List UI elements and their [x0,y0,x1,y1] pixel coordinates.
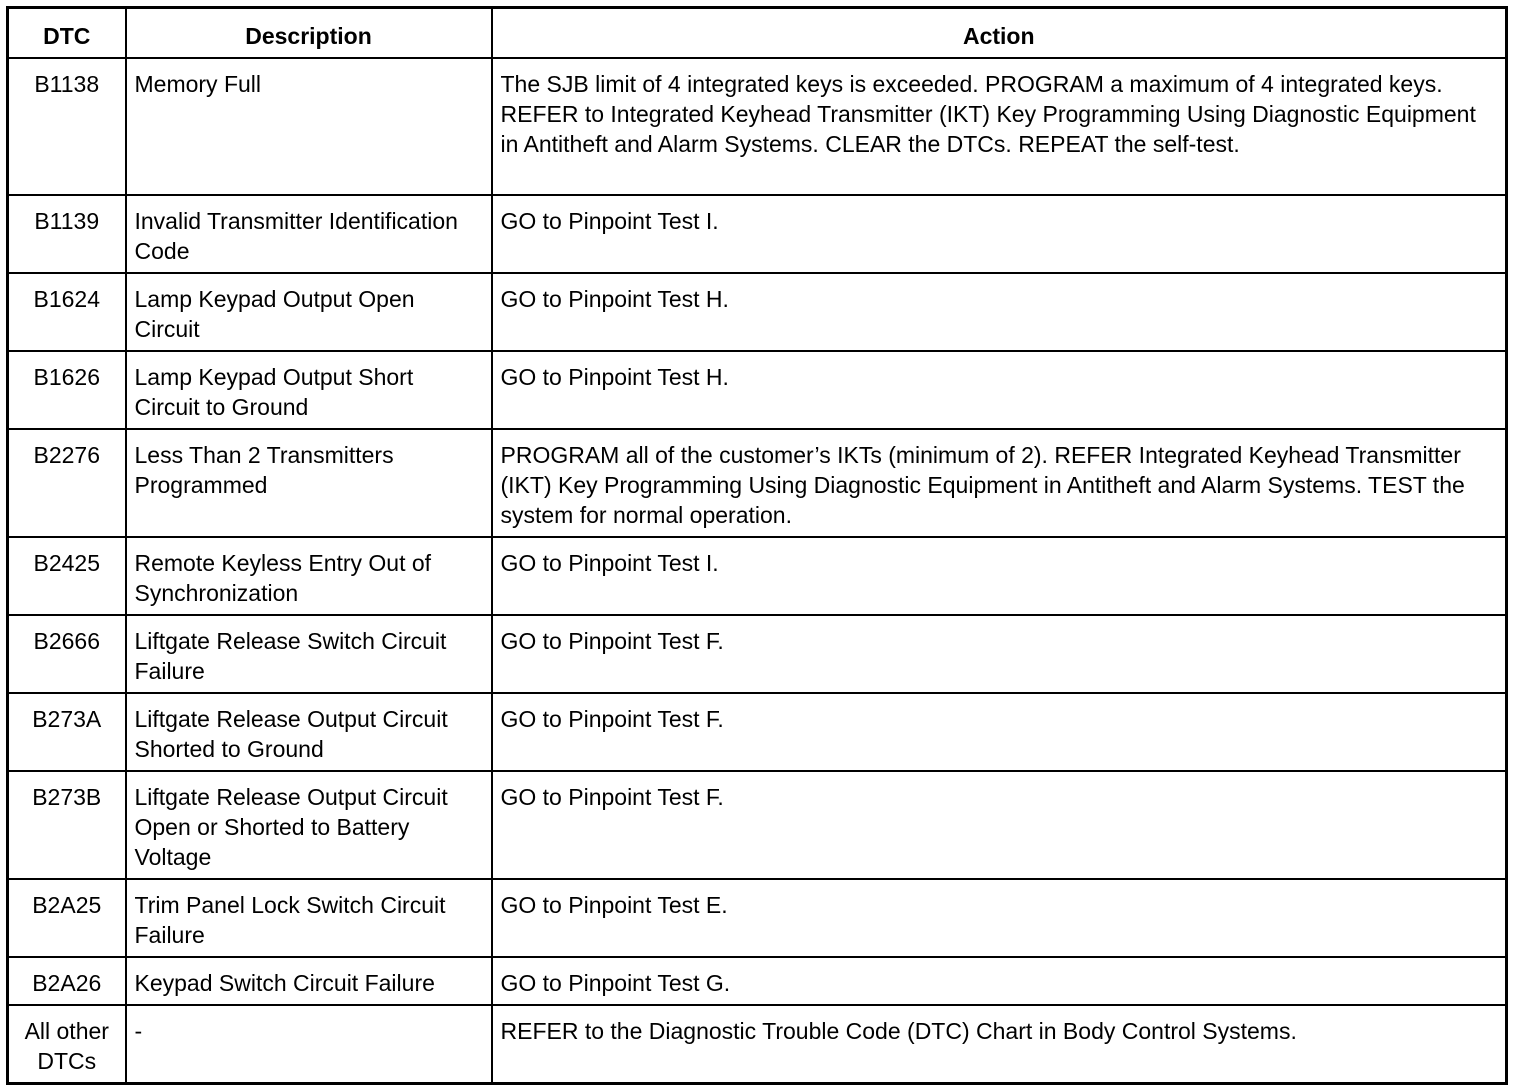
table-row [8,195,1507,273]
dtc-action: GO to Pinpoint Test H. [492,273,1507,351]
dtc-action: GO to Pinpoint Test F. [492,693,1507,771]
dtc-description: Keypad Switch Circuit Failure [126,957,492,1005]
table-row [8,537,1507,615]
table-row [8,429,1507,537]
dtc-description: Liftgate Release Output Circuit Open or Shorted to Battery Voltage [126,771,492,879]
dtc-code: All other DTCs [8,1005,126,1084]
table-row [8,58,1507,195]
table-row [8,879,1507,957]
table-row [8,771,1507,879]
dtc-action: GO to Pinpoint Test E. [492,879,1507,957]
dtc-action: GO to Pinpoint Test H. [492,351,1507,429]
dtc-description: Memory Full [126,58,492,195]
header-row [8,8,1507,59]
dtc-description: Lamp Keypad Output Short Circuit to Ground [126,351,492,429]
dtc-description: Less Than 2 Transmitters Programmed [126,429,492,537]
table-row [8,273,1507,351]
table-row [8,615,1507,693]
dtc-action: GO to Pinpoint Test I. [492,537,1507,615]
dtc-description: Invalid Transmitter Identification Code [126,195,492,273]
dtc-action: GO to Pinpoint Test F. [492,615,1507,693]
dtc-code: B273A [8,693,126,771]
dtc-code: B1626 [8,351,126,429]
table-row [8,351,1507,429]
header-action: Action [492,8,1507,59]
dtc-code: B1139 [8,195,126,273]
dtc-code: B2666 [8,615,126,693]
dtc-action: The SJB limit of 4 integrated keys is exceeded. PROGRAM a maximum of 4 integrated keys. REFER to Integrated Keyhead Transmitter (IKT) Key Programming Using Diagnostic Equipment in Antitheft and Alarm Systems. CLEAR the DTCs. REPEAT the self-test. [492,58,1507,195]
dtc-action: PROGRAM all of the customer’s IKTs (minimum of 2). REFER Integrated Keyhead Transmitter (IKT) Key Programming Using Diagnostic Equipment in Antitheft and Alarm Systems. TEST the system for normal operation. [492,429,1507,537]
dtc-code: B2A25 [8,879,126,957]
dtc-code: B2A26 [8,957,126,1005]
dtc-action: GO to Pinpoint Test F. [492,771,1507,879]
dtc-description: Lamp Keypad Output Open Circuit [126,273,492,351]
dtc-code: B2276 [8,429,126,537]
dtc-description: Liftgate Release Output Circuit Shorted to Ground [126,693,492,771]
dtc-description: Trim Panel Lock Switch Circuit Failure [126,879,492,957]
table-row [8,693,1507,771]
table-row [8,1005,1507,1084]
dtc-action: REFER to the Diagnostic Trouble Code (DTC) Chart in Body Control Systems. [492,1005,1507,1084]
table-row [8,957,1507,1005]
header-dtc: DTC [8,8,126,59]
dtc-code: B273B [8,771,126,879]
header-description: Description [126,8,492,59]
dtc-code: B1138 [8,58,126,195]
dtc-code: B1624 [8,273,126,351]
dtc-table [6,6,1508,1085]
dtc-description: - [126,1005,492,1084]
dtc-description: Remote Keyless Entry Out of Synchronization [126,537,492,615]
dtc-code: B2425 [8,537,126,615]
dtc-description: Liftgate Release Switch Circuit Failure [126,615,492,693]
dtc-action: GO to Pinpoint Test I. [492,195,1507,273]
dtc-action: GO to Pinpoint Test G. [492,957,1507,1005]
